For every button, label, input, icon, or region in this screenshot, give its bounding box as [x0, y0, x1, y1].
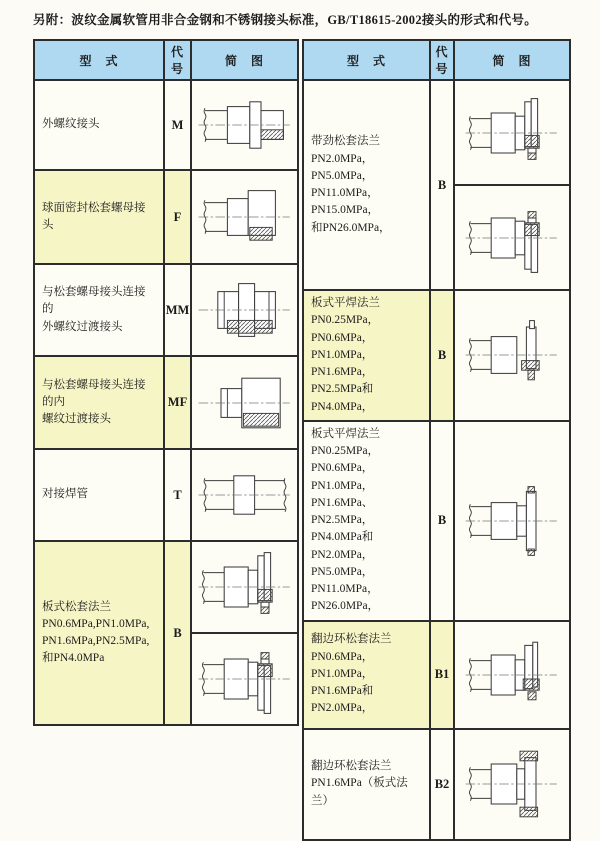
diagram-cell: [191, 356, 298, 449]
table-row: [34, 356, 298, 449]
lap-joint-flange-down-diagram: [462, 202, 562, 274]
code-cell: [430, 421, 454, 621]
diagram-stack: [455, 622, 569, 728]
type-cell: [303, 729, 430, 840]
diagram-cell: [191, 170, 298, 264]
code-cell: [430, 621, 454, 729]
header-row: [34, 40, 298, 80]
table-row: [34, 264, 298, 356]
diagram-stack: [192, 542, 297, 724]
diagram-box: [192, 542, 297, 632]
table-row: [303, 621, 570, 729]
diagram-stack: [192, 81, 297, 169]
header-row: [303, 40, 570, 80]
lap-joint-flange-up-diagram: [462, 97, 562, 169]
type-text-line: 螺纹过渡接头: [42, 413, 111, 426]
lap-joint-flange-down-diagram: [195, 643, 295, 715]
type-cell: [34, 449, 164, 541]
diagram-box: [192, 450, 297, 540]
fittings-table-right: [302, 39, 571, 841]
code-cell: [164, 170, 191, 264]
diagram-cell: [454, 421, 570, 621]
diagram-box: [455, 422, 569, 620]
diagram-box: [192, 81, 297, 169]
diagram-cell: [191, 541, 298, 725]
type-text-line: PN1.0MPa，PN1.6MPa，: [311, 348, 374, 378]
diagram-cell: [191, 80, 298, 170]
diagram-cell: [454, 729, 570, 840]
type-text-line: PN11.0MPa，PN26.0MPa，: [311, 583, 380, 613]
table-row: [303, 729, 570, 840]
code-text: MF: [167, 395, 188, 409]
column-header-code: 代号: [164, 40, 191, 80]
code-cell: [164, 80, 191, 170]
code-cell: [430, 729, 454, 840]
diagram-box: [455, 81, 569, 184]
plate-flange-diagram: [462, 485, 562, 557]
table-row: [303, 421, 570, 621]
type-text-line: 和PN26.0MPa，: [311, 221, 391, 234]
type-text-line: 球面密封松套螺母接头: [42, 201, 146, 231]
table-row: [303, 290, 570, 421]
code-text: B: [437, 177, 447, 192]
type-cell: [34, 356, 164, 449]
code-text: B1: [434, 667, 450, 681]
type-text-line: 板式平焊法兰: [311, 297, 380, 309]
diagram-cell: [454, 621, 570, 729]
male-thread-fitting-diagram: [195, 89, 295, 161]
column-header-diagram: 简 图: [454, 40, 570, 80]
type-text-line: PN2.5MPa和PN4.0MPa，: [311, 383, 374, 413]
type-text-line: 对接焊管: [42, 488, 88, 501]
code-cell: [164, 264, 191, 356]
diagram-box: [192, 265, 297, 355]
type-cell: [34, 264, 164, 356]
diagram-box: [192, 632, 297, 724]
lapped-ring-flange-diagram: [462, 639, 562, 711]
tables-area: [33, 39, 571, 841]
type-text-line: PN1.6MPa,PN2.5MPa,: [42, 635, 150, 647]
type-text-line: 板式平焊法兰: [311, 427, 380, 440]
code-cell: [164, 449, 191, 541]
lap-joint-flange-up-diagram: [195, 551, 295, 623]
page-title: 另附：波纹金属软管用非合金钢和不锈钢接头标准，GB/T18615-2002接头的形式和代号。: [33, 13, 538, 27]
type-cell: [303, 621, 430, 729]
type-text-line: PN1.0MPa，PN1.6MPa、: [311, 479, 374, 509]
column-header-type: 型 式: [303, 40, 430, 80]
type-text-line: 带劲松套法兰: [311, 135, 380, 148]
diagram-cell: [454, 80, 570, 290]
code-cell: [164, 356, 191, 449]
table-row: [34, 541, 298, 725]
female-transition-fitting-diagram: [195, 367, 295, 439]
table-row: [34, 80, 298, 170]
code-cell: [430, 80, 454, 290]
type-text-line: PN0.25MPa，PN0.6MPa，: [311, 445, 380, 475]
code-text: B: [437, 347, 447, 362]
diagram-stack: [455, 422, 569, 620]
diagram-stack: [455, 730, 569, 839]
table-row: [303, 80, 570, 290]
type-text-line: PN0.6MPa,PN1.0MPa,: [42, 617, 150, 630]
code-text: B2: [434, 776, 450, 791]
type-text-line: PN2.0MPa，PN5.0MPa，: [311, 548, 374, 578]
column-header-diagram: 简 图: [191, 40, 298, 80]
type-cell: [34, 80, 164, 170]
type-cell: [34, 541, 164, 725]
type-text-line: PN2.5MPa，PN4.0MPa和: [311, 514, 374, 544]
table-row: [34, 170, 298, 264]
type-text-line: PN2.0MPa，PN5.0MPa，: [311, 152, 374, 182]
code-text: MM: [165, 302, 190, 317]
type-cell: [34, 170, 164, 264]
type-text-line: 与松套螺母接头连接的内: [42, 378, 146, 408]
type-cell: [303, 421, 430, 621]
diagram-box: [455, 184, 569, 289]
diagram-cell: [191, 264, 298, 356]
code-cell: [164, 541, 191, 725]
type-text-line: 和PN4.0MPa: [42, 652, 105, 665]
diagram-stack: [192, 171, 297, 263]
type-text-line: PN1.6MPa（板式法兰）: [311, 777, 408, 807]
code-text: T: [173, 487, 182, 502]
male-transition-nipple-diagram: [195, 274, 295, 346]
type-text-line: PN11.0MPa，PN15.0MPa，: [311, 187, 380, 217]
type-text-line: 翻边环松套法兰: [311, 633, 392, 646]
type-cell: [303, 80, 430, 290]
diagram-stack: [455, 291, 569, 420]
type-text-line: PN0.25MPa，PN0.6MPa，: [311, 314, 380, 344]
diagram-box: [192, 357, 297, 448]
diagram-stack: [192, 265, 297, 355]
column-header-type: 型 式: [34, 40, 164, 80]
type-text-line: 与松套螺母接头连接的: [42, 286, 146, 316]
code-text: B: [437, 513, 447, 528]
diagram-cell: [191, 449, 298, 541]
diagram-box: [455, 730, 569, 839]
type-text-line: 外螺纹接头: [42, 118, 100, 131]
code-cell: [430, 290, 454, 421]
diagram-cell: [454, 290, 570, 421]
code-text: M: [171, 117, 184, 132]
table-row: [34, 449, 298, 541]
code-text: F: [173, 209, 182, 224]
diagram-stack: [192, 357, 297, 448]
diagram-box: [192, 171, 297, 263]
diagram-stack: [192, 450, 297, 540]
type-cell: [303, 290, 430, 421]
collar-ring-flange-diagram: [462, 748, 562, 820]
type-text-line: PN0.6MPa，PN1.0MPa，: [311, 650, 374, 680]
code-text: B: [173, 625, 182, 640]
diagram-stack: [455, 81, 569, 289]
column-header-code: 代号: [430, 40, 454, 80]
fittings-table-left: [33, 39, 299, 726]
diagram-box: [455, 291, 569, 420]
diagram-box: [455, 622, 569, 728]
type-text-line: 外螺纹过渡接头: [42, 320, 123, 333]
butt-weld-pipe-diagram: [195, 459, 295, 531]
plate-weld-flange-diagram: [462, 319, 562, 391]
type-text-line: 板式松套法兰: [42, 600, 111, 613]
type-text-line: 翻边环松套法兰: [311, 760, 392, 773]
type-text-line: PN1.6MPa和PN2.0MPa，: [311, 685, 374, 715]
spherical-swivel-nut-fitting-diagram: [195, 181, 295, 253]
